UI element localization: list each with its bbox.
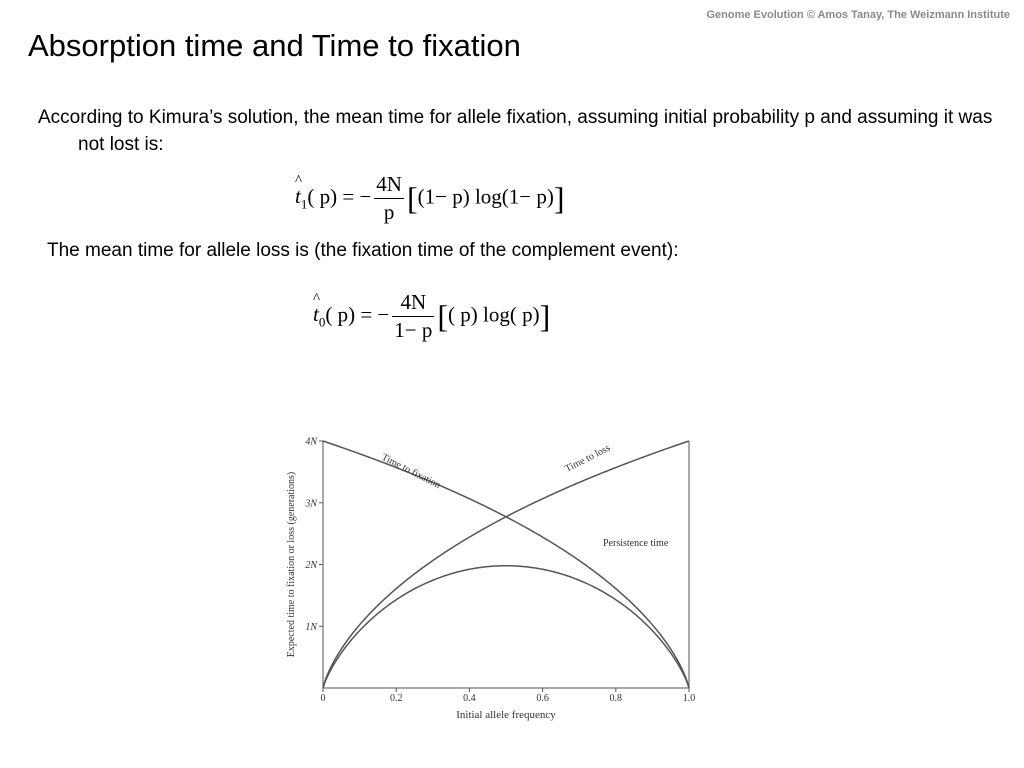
x-tick-label: 0.4 [463, 693, 476, 704]
slide-credit: Genome Evolution © Amos Tanay, The Weizmann Institute [706, 9, 1010, 21]
persistence-time-line [323, 566, 689, 688]
x-tick-label: 0.2 [389, 693, 403, 704]
time-to-fixation-line [323, 441, 689, 688]
x-axis-label: Initial allele frequency [456, 709, 556, 721]
eq2-fraction [392, 290, 434, 343]
eq1-denominator: p [383, 200, 395, 224]
time-to-loss-label: Time to loss [563, 442, 613, 475]
time-to-loss-line [323, 441, 689, 688]
eq1-bracket-body: (1− p) log(1− p) [417, 184, 554, 209]
persistence-time-label: Persistence time [603, 538, 669, 549]
eq2-numerator: 4N [392, 290, 434, 317]
slide-title: Absorption time and Time to fixation [28, 28, 521, 63]
x-tick-label: 1.0 [682, 693, 696, 704]
eq1-fraction [374, 172, 404, 225]
equation-fixation-time: ^ $t_1$( p) = − $\frac{4N}{p}$ [(1− p) log(1− p)] [295, 172, 565, 225]
eq2-bracket-body: ( p) log( p) [448, 302, 540, 327]
y-axis-label: Expected time to fixation or loss (generations) [286, 471, 297, 658]
y-tick-label: 2N [305, 560, 317, 571]
fixation-paragraph: According to Kimura’s solution, the mean time for allele fixation, assuming initial probability p and assuming it was not lost is: [38, 107, 993, 155]
x-tick-label: 0.8 [609, 693, 623, 704]
x-tick-label: 0.6 [536, 693, 549, 704]
eq2-denominator: 1− p [394, 318, 433, 342]
y-tick-label: 1N [305, 621, 317, 633]
eq1-lhs-arg: ( p) = − [307, 184, 372, 209]
loss-paragraph: The mean time for allele loss is (the fixation time of the complement event): [47, 240, 679, 261]
y-tick-label: 4N [305, 436, 317, 448]
fixation-loss-chart [280, 428, 710, 728]
eq2-lhs-var: ^ t [313, 302, 319, 326]
eq2-lhs-sub: 0 [318, 314, 326, 330]
eq1-numerator: 4N [374, 172, 404, 199]
eq2-lhs-arg: ( p) = − [325, 302, 390, 327]
time-to-fixation-label: Time to fixation [379, 451, 443, 492]
eq1-lhs-var: ^ t [295, 184, 301, 208]
y-tick-label: 3N [305, 498, 317, 510]
x-tick-label: 0 [320, 693, 326, 704]
equation-loss-time: ^ $t_0$( p) = − $\frac{4N}{1- p}$ [( p) log( p)] [313, 290, 550, 343]
eq1-lhs-sub: 1 [300, 196, 308, 212]
